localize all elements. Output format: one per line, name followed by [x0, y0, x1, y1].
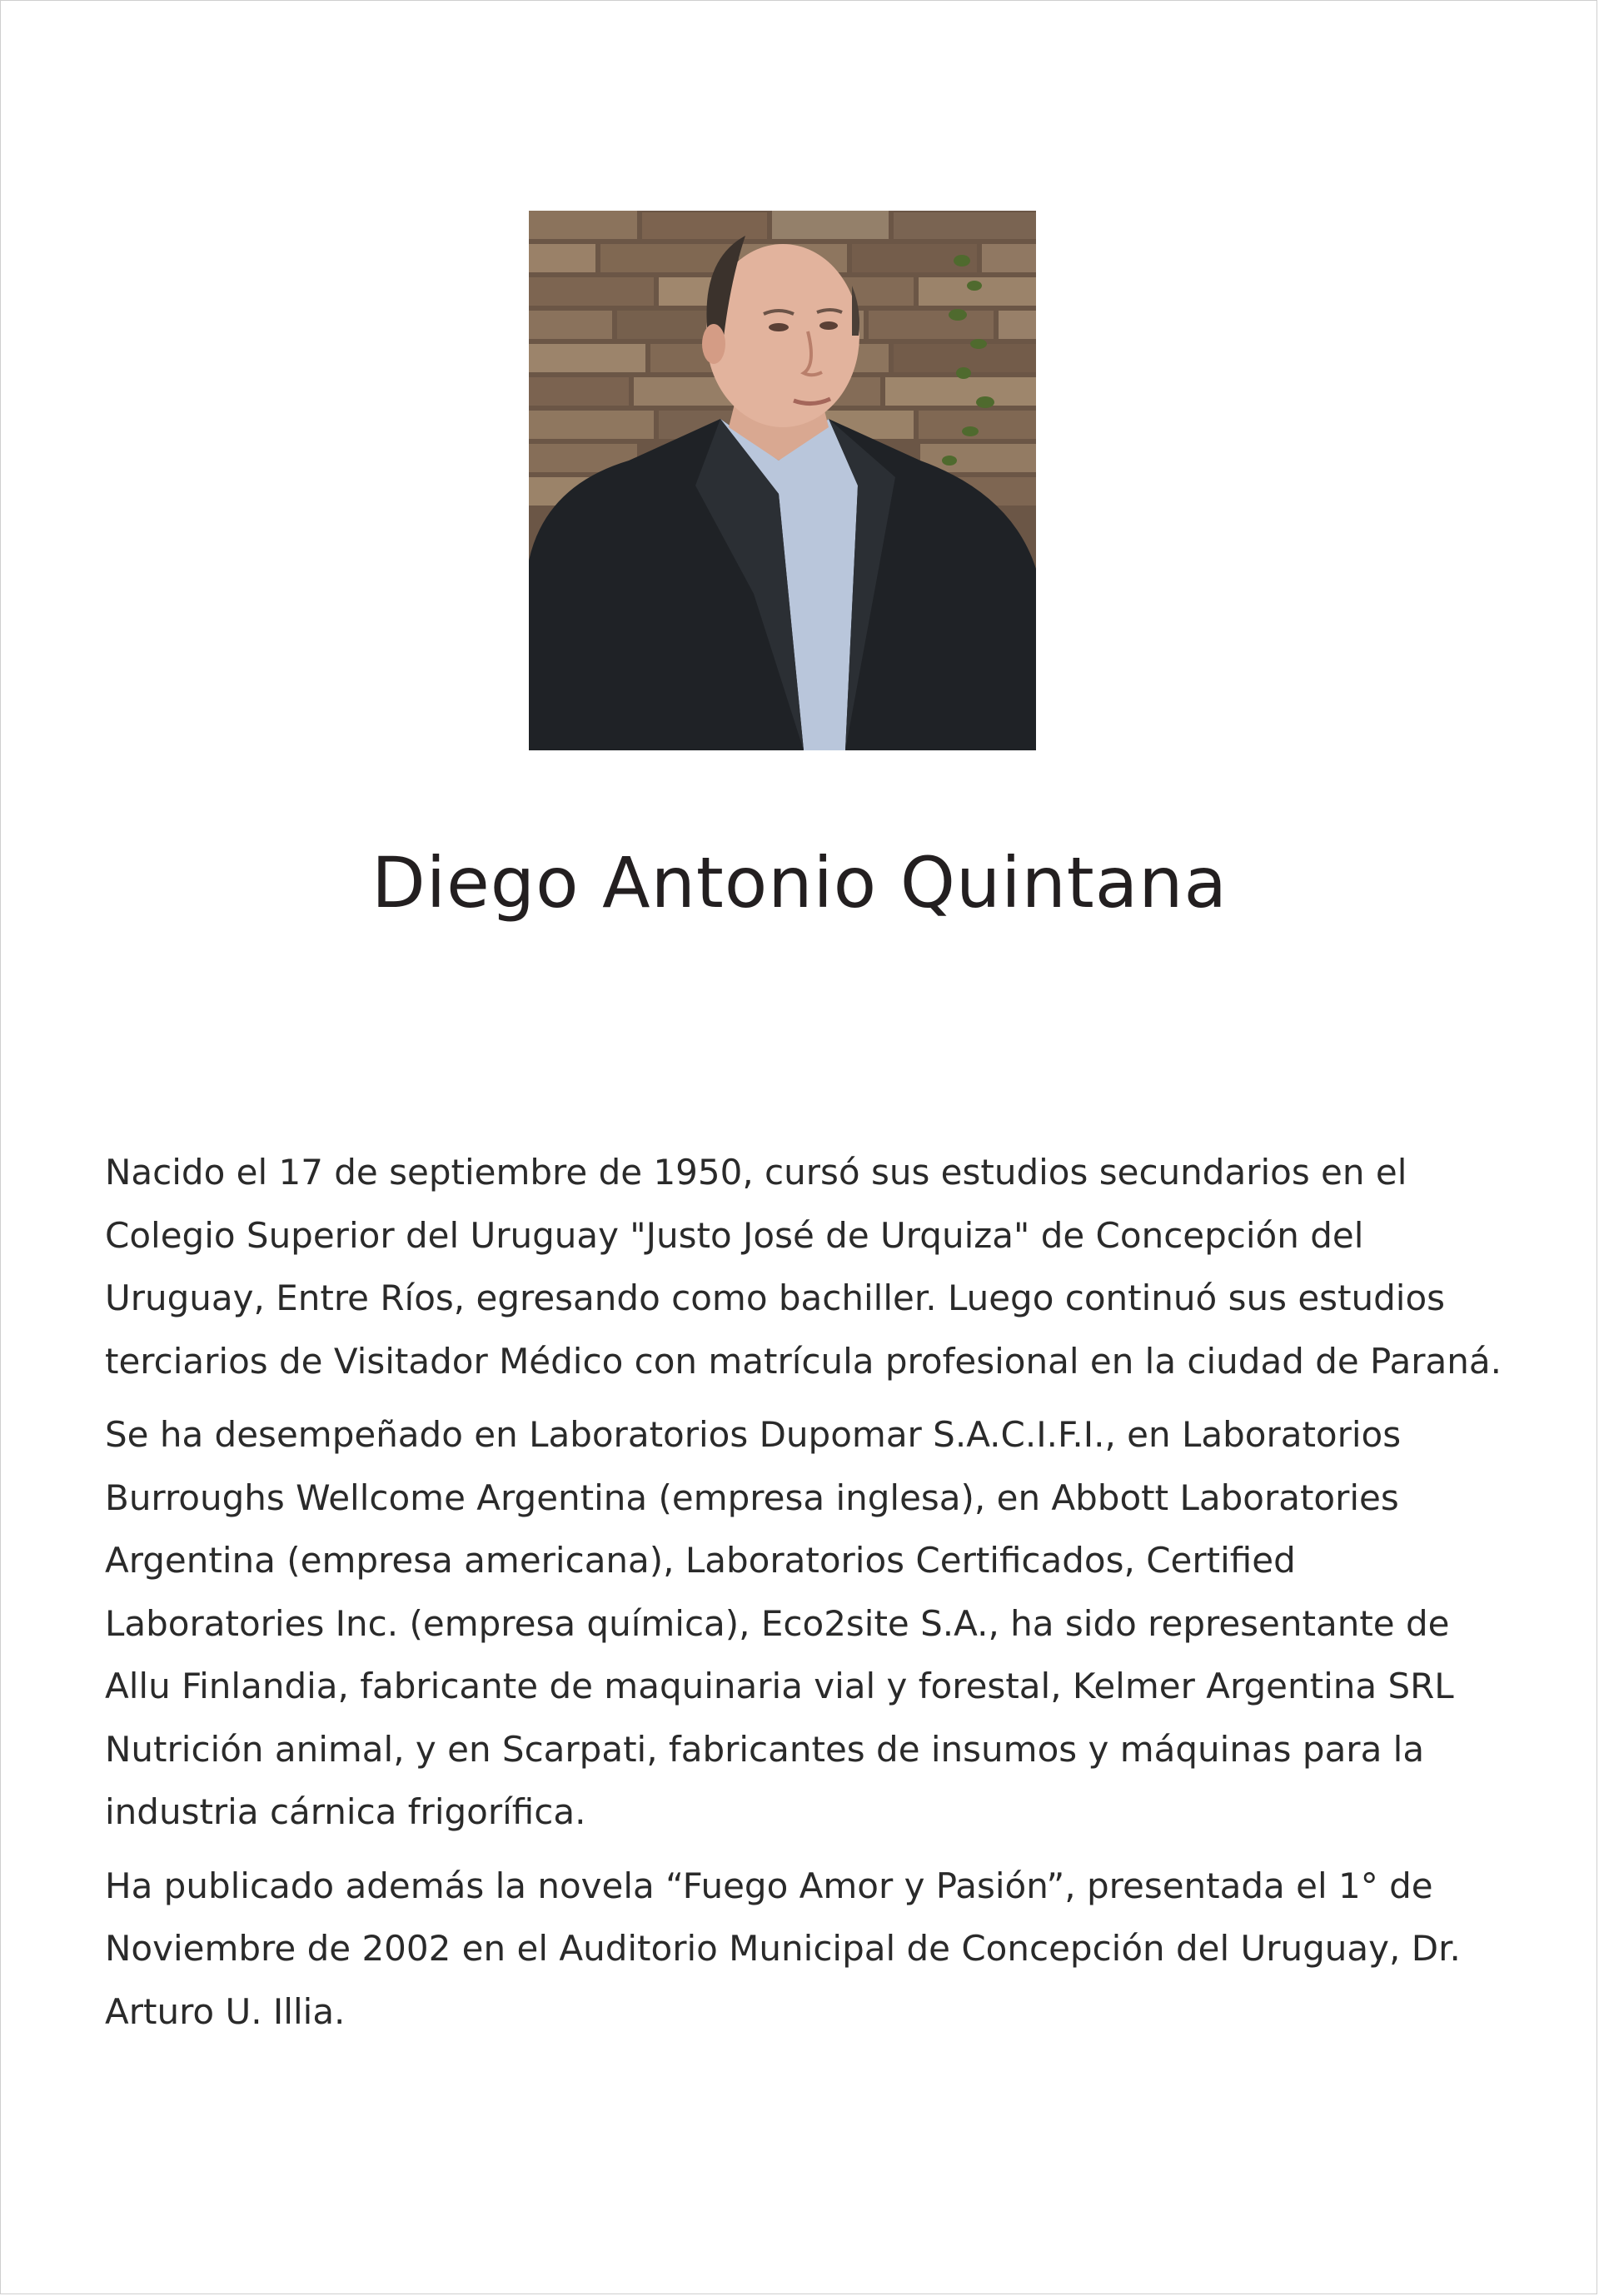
biography-paragraph-publication: Ha publicado además la novela “Fuego Amor y Pasión”, presentada el 1° de Noviembre de 2002 en el Auditorio Municipal de Concepción del Uruguay, Dr. Arturo U. Illia. [105, 1865, 1461, 2032]
author-portrait-photo [529, 211, 1036, 750]
biography-paragraph-career: Se ha desempeñado en Laboratorios Dupomar S.A.C.I.F.I., en Laboratorios Burroughs Wellcome Argentina (empresa inglesa), en Abbott Laboratories Argentina (empresa americana), Laboratorios Certificados, Certified Laboratories Inc. (empresa química), Eco2site S.A., ha sido representante de Allu Finlandia, fabricante de maquinaria vial y forestal, Kelmer Argentina SRL Nutrición animal, y en Scarpati, fabricantes de insumos y máquinas para la industria cárnica frigorífica. [105, 1414, 1454, 1832]
author-name-heading: Diego Antonio Quintana [371, 842, 1228, 924]
biography-text [105, 1141, 1504, 2054]
portrait-illustration [529, 211, 1036, 750]
biography-paragraph-education: Nacido el 17 de septiembre de 1950, cursó sus estudios secundarios en el Colegio Superior del Uruguay "Justo José de Urquiza" de Concepción del Uruguay, Entre Ríos, egresando como bachiller. Luego continuó sus estudios terciarios de Visitador Médico con matrícula profesional en la ciudad de Paraná. [105, 1152, 1502, 1382]
